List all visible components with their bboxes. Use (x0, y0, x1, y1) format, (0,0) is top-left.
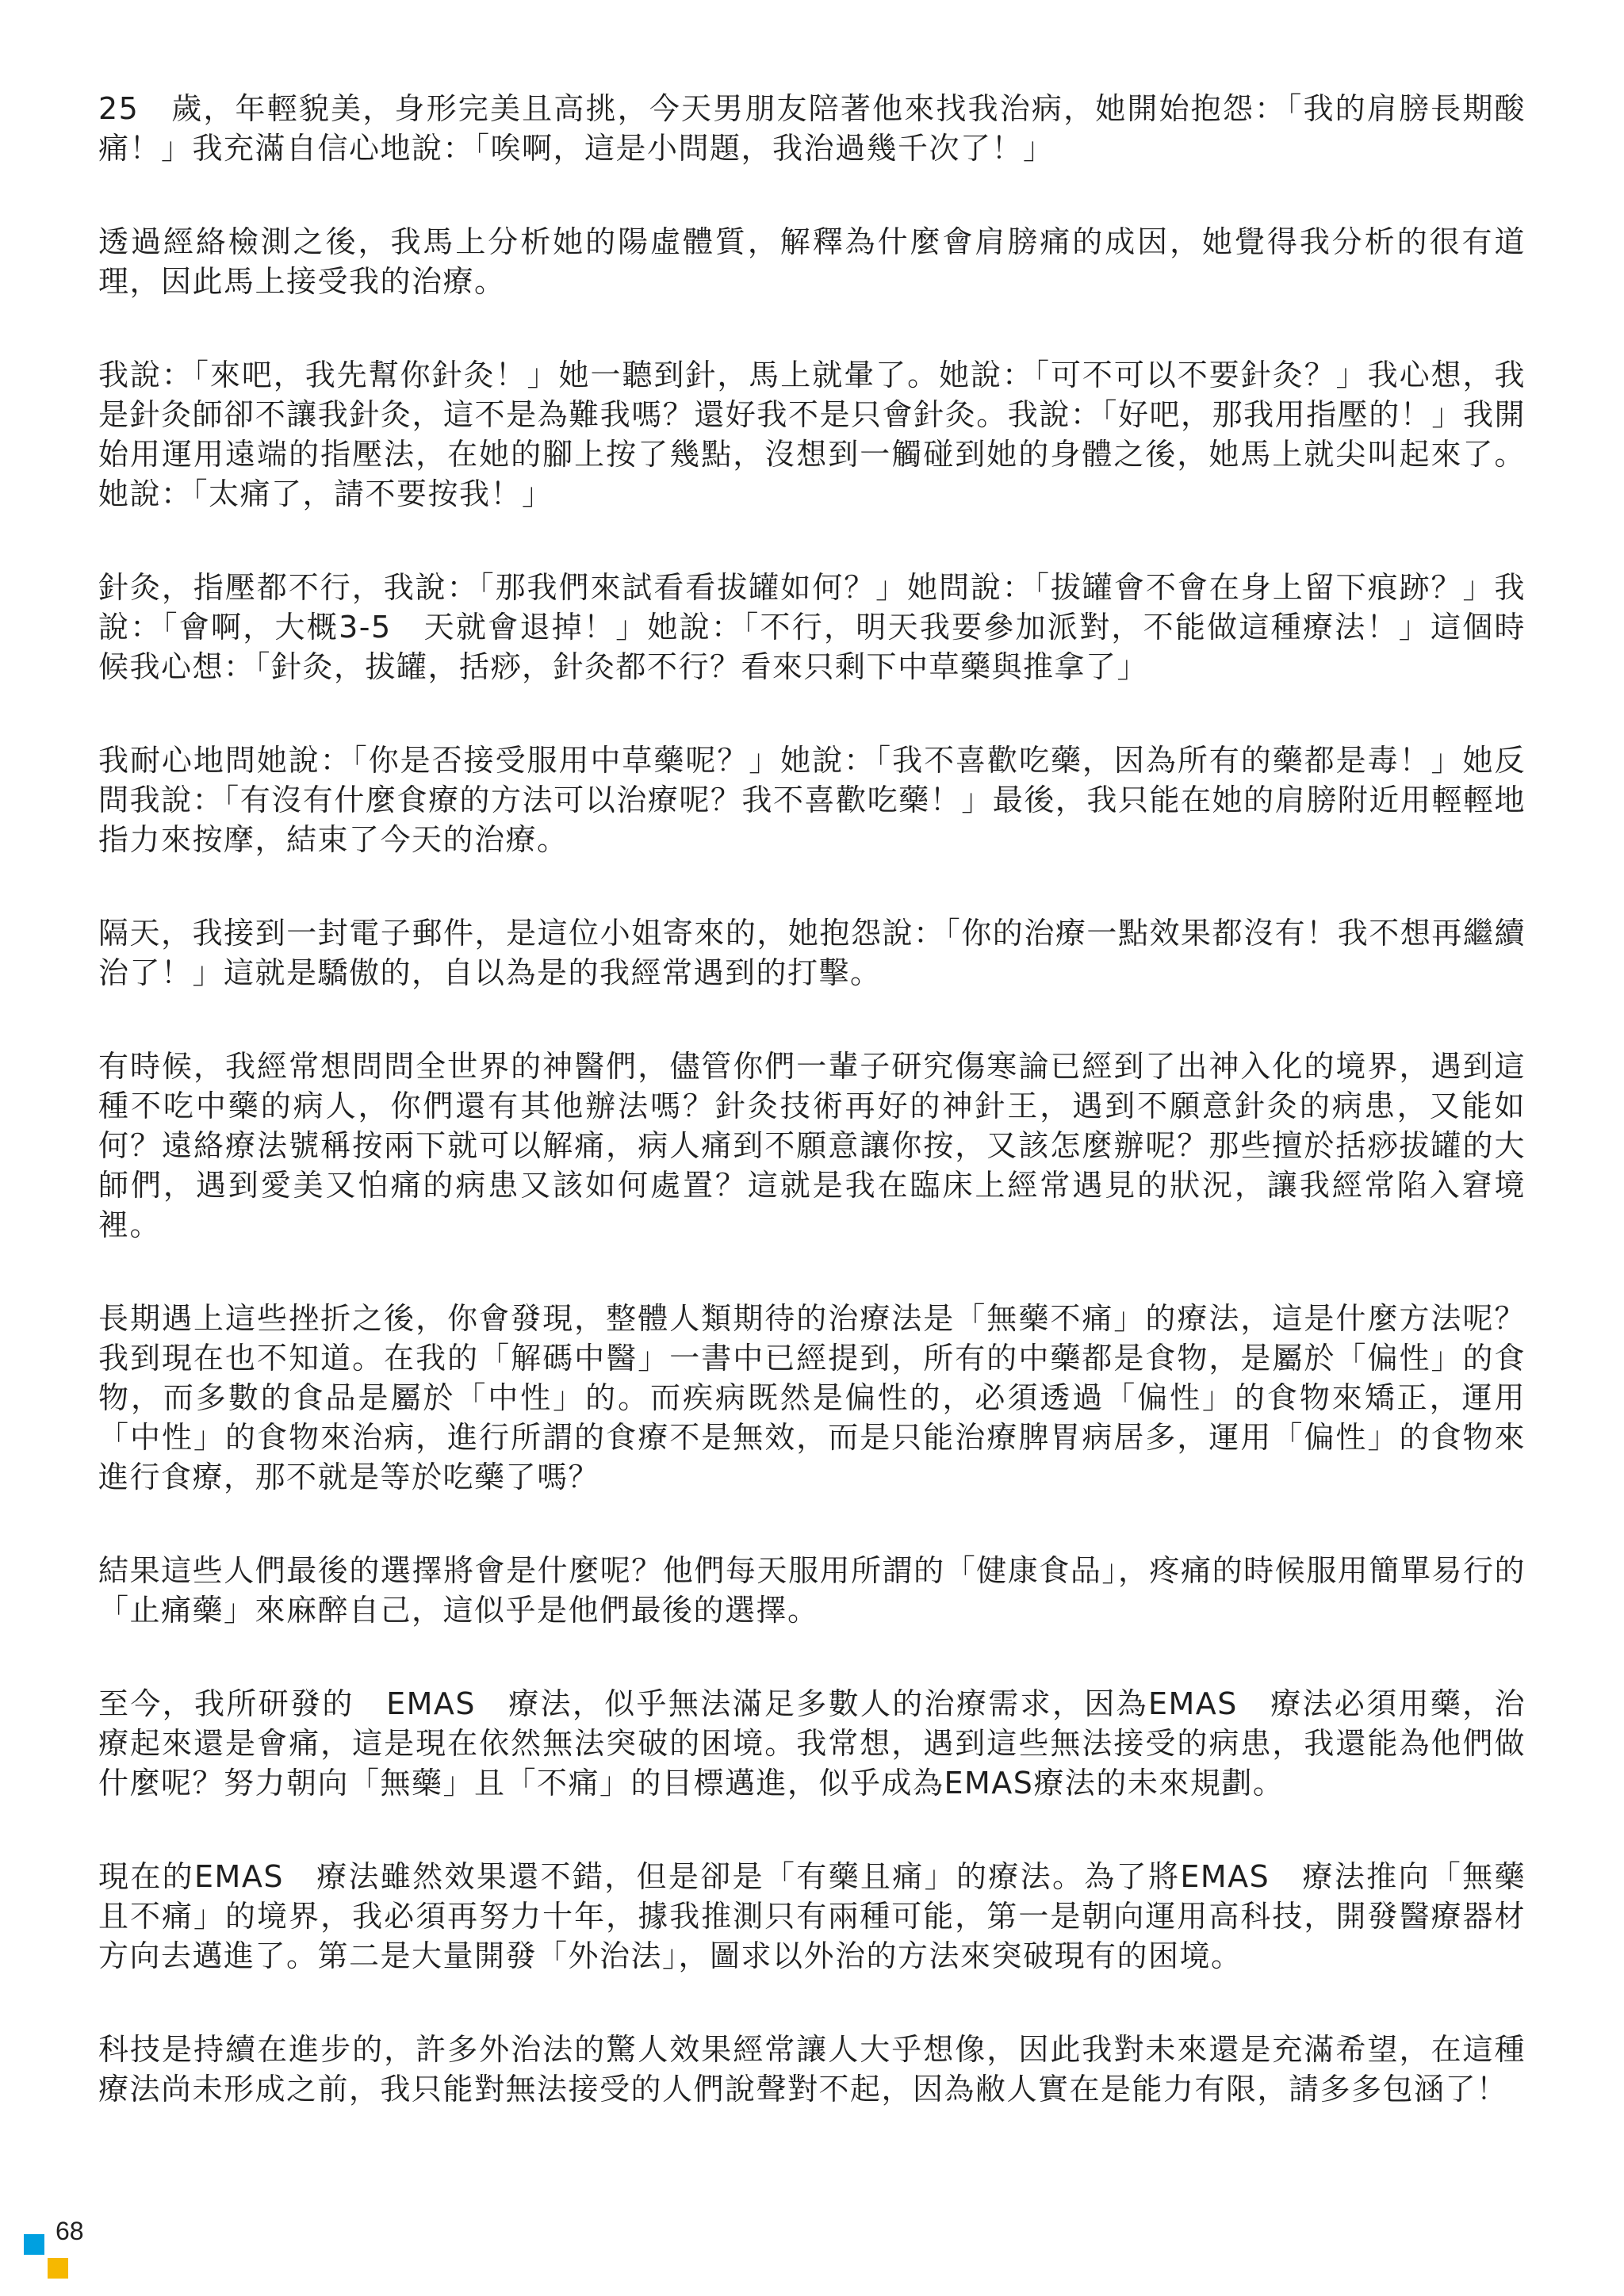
paragraph-12: 科技是持續在進步的，許多外治法的驚人效果經常讓人大乎想像，因此我對未來還是充滿希望，在這種療法尚未形成之前，我只能對無法接受的人們說聲對不起，因為敝人實在是能力有限，請多多包涵了！ (98, 2032, 1526, 2107)
paragraph-5: 我耐心地問她說：「你是否接受服用中草藥呢？」她說：「我不喜歡吃藥，因為所有的藥都是毒！」她反問我說：「有沒有什麼食療的方法可以治療呢？我不喜歡吃藥！」最後，我只能在她的肩膀附近用輕輕地指力來按摩，結束了今天的治療。 (98, 743, 1526, 857)
yellow-square-decoration (48, 2258, 68, 2279)
page-footer (24, 2215, 119, 2279)
paragraph-6: 隔天，我接到一封電子郵件，是這位小姐寄來的，她抱怨說：「你的治療一點效果都沒有！我不想再繼續治了！」這就是驕傲的，自以為是的我經常遇到的打擊。 (98, 916, 1526, 990)
paragraph-4: 針灸，指壓都不行，我說：「那我們來試看看拔罐如何？」她問說：「拔罐會不會在身上留下痕跡？」我說：「會啊，大概3-5 天就會退掉！」她說：「不行，明天我要參加派對，不能做這種療法！」這個時候我心想：「針灸，拔罐，括痧，針灸都不行？看來只剩下中草藥與推拿了」 (98, 570, 1526, 684)
paragraph-3: 我說：「來吧，我先幫你針灸！」她一聽到針，馬上就暈了。她說：「可不可以不要針灸？」我心想，我是針灸師卻不讓我針灸，這不是為難我嗎？還好我不是只會針灸。我說：「好吧，那我用指壓的！」我開始用運用遠端的指壓法，在她的腳上按了幾點，沒想到一觸碰到她的身體之後，她馬上就尖叫起來了。她說：「太痛了，請不要按我！」 (98, 358, 1526, 511)
paragraph-7: 有時候，我經常想問問全世界的神醫們，儘管你們一輩子研究傷寒論已經到了出神入化的境界，遇到這種不吃中藥的病人，你們還有其他辦法嗎？針灸技術再好的神針王，遇到不願意針灸的病患，又能如何？遠絡療法號稱按兩下就可以解痛，病人痛到不願意讓你按，又該怎麼辦呢？那些擅於括痧拔罐的大師們，遇到愛美又怕痛的病患又該如何處置？這就是我在臨床上經常遇見的狀況，讓我經常陷入窘境裡。 (98, 1049, 1526, 1242)
page-number: 68 (56, 2217, 84, 2245)
paragraph-9: 結果這些人們最後的選擇將會是什麼呢？他們每天服用所謂的「健康食品」，疼痛的時候服用簡單易行的「止痛藥」來麻醉自己，這似乎是他們最後的選擇。 (98, 1553, 1526, 1628)
blue-square-decoration (24, 2234, 44, 2255)
paragraph-2: 透過經絡檢測之後，我馬上分析她的陽虛體質，解釋為什麼會肩膀痛的成因，她覺得我分析的很有道理，因此馬上接受我的治療。 (98, 224, 1526, 299)
paragraph-10: 至今，我所研發的 EMAS 療法，似乎無法滿足多數人的治療需求，因為EMAS 療法必須用藥，治療起來還是會痛，這是現在依然無法突破的困境。我常想，遇到這些無法接受的病患，我還能為他們做什麼呢？努力朝向「無藥」且「不痛」的目標邁進，似乎成為EMAS療法的未來規劃。 (98, 1686, 1526, 1800)
paragraph-8: 長期遇上這些挫折之後，你會發現，整體人類期待的治療法是「無藥不痛」的療法，這是什麼方法呢？我到現在也不知道。在我的「解碼中醫」一書中已經提到，所有的中藥都是食物，是屬於「偏性」的食物，而多數的食品是屬於「中性」的。而疾病既然是偏性的，必須透過「偏性」的食物來矯正，運用「中性」的食物來治病，進行所謂的食療不是無效，而是只能治療脾胃病居多，運用「偏性」的食物來進行食療，那不就是等於吃藥了嗎？ (98, 1301, 1526, 1494)
page-body (98, 89, 1526, 2163)
paragraph-1: 25 歲，年輕貌美，身形完美且高挑，今天男朋友陪著他來找我治病，她開始抱怨：「我的肩膀長期酸痛！」我充滿自信心地說：「唉啊，這是小問題，我治過幾千次了！」 (98, 91, 1526, 166)
paragraph-11: 現在的EMAS 療法雖然效果還不錯，但是卻是「有藥且痛」的療法。為了將EMAS 療法推向「無藥且不痛」的境界，我必須再努力十年，據我推測只有兩種可能，第一是朝向運用高科技，開發醫療器材方向去邁進了。第二是大量開發「外治法」，圖求以外治的方法來突破現有的困境。 (98, 1859, 1526, 1973)
